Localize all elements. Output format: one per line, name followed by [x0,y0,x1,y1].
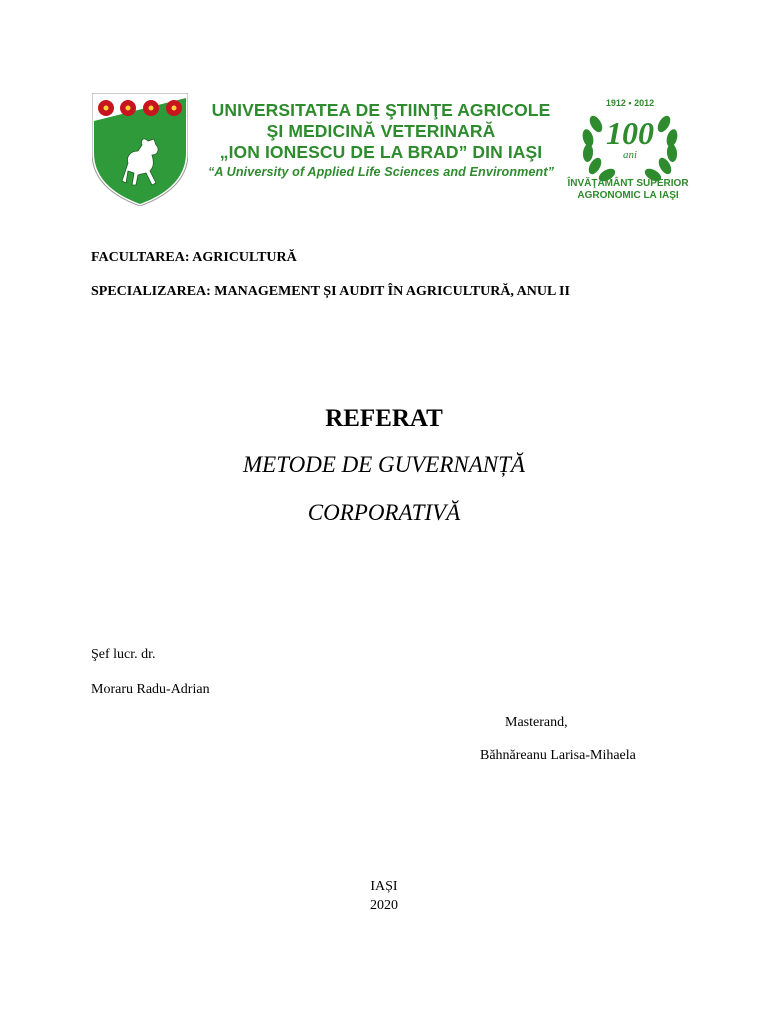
coordinator-role: Şef lucr. dr. [91,647,156,662]
anniversary-number: 100 [606,115,654,151]
document-subtitle-line-1: METODE DE GUVERNANȚĂ [243,452,525,477]
university-name-line-2: ŞI MEDICINĂ VETERINARĂ [266,121,496,141]
anniversary-years: 1912 • 2012 [605,98,655,108]
specialization-line: SPECIALIZAREA: MANAGEMENT ȘI AUDIT ÎN AGRICULTURĂ, ANUL II [91,284,570,299]
university-name-block [196,100,566,182]
faculty-line: FACULTAREA: AGRICULTURĂ [91,250,297,265]
university-tagline: “A University of Applied Life Sciences and Environment” [207,165,555,179]
anniversary-caption-line-1: ÎNVĂŢĂMÂNT SUPERIOR [567,178,689,189]
university-crest-logo [92,93,188,206]
footer-city: IAȘI [370,879,398,894]
student-role: Masterand, [505,715,568,730]
anniversary-caption-line-2: AGRONOMIC LA IAŞI [577,190,679,201]
document-heading: REFERAT [325,405,443,432]
coordinator-name: Moraru Radu-Adrian [91,682,210,697]
footer-year: 2020 [370,898,398,913]
anniversary-unit: ani [622,149,638,161]
university-name-line-3: „ION IONESCU DE LA BRAD” DIN IAŞI [219,142,543,162]
anniversary-caption [556,178,700,202]
document-subtitle-line-2: CORPORATIVĂ [307,500,461,525]
student-name: Băhnăreanu Larisa-Mihaela [480,748,636,763]
university-name-line-1: UNIVERSITATEA DE ŞTIINŢE AGRICOLE [211,100,551,120]
